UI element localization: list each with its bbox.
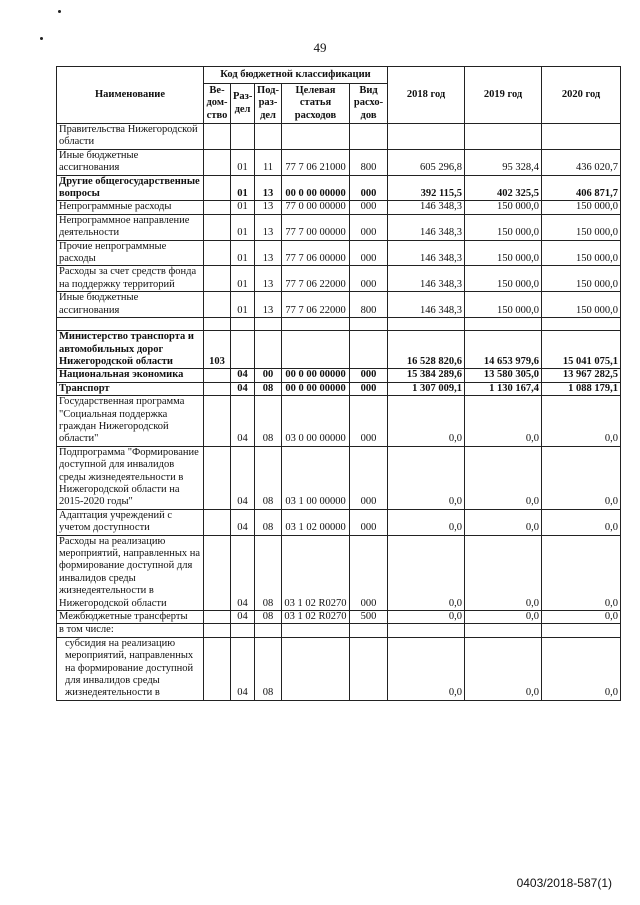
cell-podrazdel: 13 [255, 266, 282, 292]
cell-podrazdel: 08 [255, 535, 282, 610]
cell-2020: 406 871,7 [542, 175, 621, 201]
cell-2018: 146 348,3 [388, 266, 465, 292]
cell-vid: 000 [350, 266, 388, 292]
cell-vid: 000 [350, 509, 388, 535]
cell-vid: 000 [350, 240, 388, 266]
cell-2018: 0,0 [388, 637, 465, 700]
cell-2018: 15 384 289,6 [388, 369, 465, 382]
cell-ved [204, 624, 231, 637]
cell-2020: 0,0 [542, 509, 621, 535]
cell-celevaya: 03 1 00 00000 [282, 446, 350, 509]
cell-2018: 0,0 [388, 509, 465, 535]
cell-razdel: 01 [231, 214, 255, 240]
cell-2018: 146 348,3 [388, 201, 465, 214]
cell-2020: 0,0 [542, 611, 621, 624]
table-row [57, 535, 621, 610]
cell-2020: 1 088 179,1 [542, 382, 621, 395]
page-number: 49 [313, 40, 327, 55]
cell-celevaya: 77 7 06 21000 [282, 149, 350, 175]
cell-vid: 800 [350, 292, 388, 318]
cell-razdel: 04 [231, 396, 255, 447]
cell-razdel: 04 [231, 446, 255, 509]
cell-vid: 000 [350, 201, 388, 214]
cell-2019: 150 000,0 [465, 292, 542, 318]
cell-2019: 150 000,0 [465, 201, 542, 214]
cell-2020: 436 020,7 [542, 149, 621, 175]
cell-podrazdel: 13 [255, 201, 282, 214]
cell-vid: 500 [350, 611, 388, 624]
cell-name: субсидия на реализацию мероприятий, направленных на формирование доступной для инвалидов среды жизнедеятельности в [57, 637, 204, 700]
cell-podrazdel [255, 624, 282, 637]
cell-2020 [542, 624, 621, 637]
table-row [57, 201, 621, 214]
cell-ved [204, 611, 231, 624]
cell-podrazdel: 13 [255, 240, 282, 266]
cell-razdel: 04 [231, 382, 255, 395]
cell-2019: 1 130 167,4 [465, 382, 542, 395]
cell-2020: 150 000,0 [542, 266, 621, 292]
spacer-cell [282, 318, 350, 331]
cell-2018: 0,0 [388, 535, 465, 610]
cell-name: Другие общегосударственные вопросы [57, 175, 204, 201]
cell-vid: 000 [350, 396, 388, 447]
cell-ved [204, 214, 231, 240]
scan-speck [58, 10, 61, 13]
cell-2019: 14 653 979,6 [465, 331, 542, 369]
cell-2019: 150 000,0 [465, 240, 542, 266]
cell-celevaya: 77 0 00 00000 [282, 201, 350, 214]
cell-podrazdel: 08 [255, 611, 282, 624]
cell-celevaya: 00 0 00 00000 [282, 382, 350, 395]
cell-razdel [231, 624, 255, 637]
cell-name: Адаптация учреждений с учетом доступности [57, 509, 204, 535]
table-row [57, 240, 621, 266]
cell-celevaya [282, 331, 350, 369]
table-row [57, 446, 621, 509]
table-row [57, 611, 621, 624]
header-celevaya: Целевая статья расходов [282, 84, 350, 124]
cell-vid: 000 [350, 369, 388, 382]
cell-razdel: 04 [231, 509, 255, 535]
table-row [57, 624, 621, 637]
cell-vid: 000 [350, 214, 388, 240]
cell-2018: 0,0 [388, 396, 465, 447]
cell-name: Расходы за счет средств фонда на поддержку территорий [57, 266, 204, 292]
cell-vid: 000 [350, 382, 388, 395]
cell-2019: 0,0 [465, 611, 542, 624]
document-code: 0403/2018-587(1) [516, 876, 612, 890]
cell-2018: 146 348,3 [388, 240, 465, 266]
cell-2018: 0,0 [388, 611, 465, 624]
cell-2019: 95 328,4 [465, 149, 542, 175]
cell-2018: 146 348,3 [388, 292, 465, 318]
cell-ved [204, 637, 231, 700]
cell-name: Государственная программа "Социальная поддержка граждан Нижегородской области" [57, 396, 204, 447]
header-2020: 2020 год [542, 67, 621, 124]
cell-ved [204, 535, 231, 610]
cell-ved [204, 382, 231, 395]
cell-podrazdel [255, 124, 282, 150]
cell-vid: 000 [350, 175, 388, 201]
cell-2019: 13 580 305,0 [465, 369, 542, 382]
header-2019: 2019 год [465, 67, 542, 124]
cell-celevaya: 77 7 06 22000 [282, 292, 350, 318]
cell-2019: 150 000,0 [465, 214, 542, 240]
cell-2019: 0,0 [465, 637, 542, 700]
header-2018: 2018 год [388, 67, 465, 124]
cell-2020: 0,0 [542, 535, 621, 610]
cell-name: Межбюджетные трансферты [57, 611, 204, 624]
cell-2018: 392 115,5 [388, 175, 465, 201]
header-ved: Ве- дом- ство [204, 84, 231, 124]
cell-vid: 000 [350, 446, 388, 509]
cell-ved [204, 175, 231, 201]
table-row [57, 124, 621, 150]
header-budget-classification: Код бюджетной классификации [204, 67, 388, 84]
table-row [57, 509, 621, 535]
cell-podrazdel: 08 [255, 396, 282, 447]
cell-name: Прочие непрограммные расходы [57, 240, 204, 266]
cell-name: Непрограммные расходы [57, 201, 204, 214]
table-row [57, 214, 621, 240]
cell-2019: 402 325,5 [465, 175, 542, 201]
cell-name: Министерство транспорта и автомобильных дорог Нижегородской области [57, 331, 204, 369]
cell-2019 [465, 624, 542, 637]
table-row [57, 637, 621, 700]
spacer-cell [388, 318, 465, 331]
cell-razdel: 04 [231, 535, 255, 610]
cell-vid: 800 [350, 149, 388, 175]
spacer-cell [231, 318, 255, 331]
table-body [57, 124, 621, 701]
spacer-cell [204, 318, 231, 331]
cell-2018: 16 528 820,6 [388, 331, 465, 369]
cell-razdel: 04 [231, 369, 255, 382]
cell-name: Непрограммное направление деятельности [57, 214, 204, 240]
header-razdel: Раз- дел [231, 84, 255, 124]
cell-celevaya: 00 0 00 00000 [282, 175, 350, 201]
cell-podrazdel: 13 [255, 214, 282, 240]
cell-ved [204, 124, 231, 150]
cell-ved [204, 201, 231, 214]
cell-razdel [231, 331, 255, 369]
cell-name: в том числе: [57, 624, 204, 637]
cell-podrazdel: 13 [255, 175, 282, 201]
cell-name: Подпрограмма "Формирование доступной для инвалидов среды жизнедеятельности в Нижегородской области на 2015-2020 годы" [57, 446, 204, 509]
table-row [57, 382, 621, 395]
cell-2020: 15 041 075,1 [542, 331, 621, 369]
cell-2020 [542, 124, 621, 150]
spacer-cell [465, 318, 542, 331]
table-row [57, 292, 621, 318]
spacer-cell [255, 318, 282, 331]
cell-celevaya [282, 637, 350, 700]
cell-ved [204, 240, 231, 266]
cell-celevaya [282, 124, 350, 150]
cell-name: Национальная экономика [57, 369, 204, 382]
cell-celevaya [282, 624, 350, 637]
spacer-cell [350, 318, 388, 331]
cell-2019: 0,0 [465, 396, 542, 447]
cell-2019: 150 000,0 [465, 266, 542, 292]
spacer-cell [542, 318, 621, 331]
cell-vid [350, 624, 388, 637]
cell-2020: 150 000,0 [542, 214, 621, 240]
cell-ved [204, 369, 231, 382]
cell-razdel: 01 [231, 240, 255, 266]
cell-celevaya: 03 1 02 R0270 [282, 611, 350, 624]
cell-2018: 605 296,8 [388, 149, 465, 175]
cell-ved [204, 149, 231, 175]
cell-podrazdel: 08 [255, 446, 282, 509]
table-row [57, 175, 621, 201]
cell-2018 [388, 624, 465, 637]
table-row [57, 266, 621, 292]
cell-razdel: 04 [231, 637, 255, 700]
cell-ved [204, 509, 231, 535]
cell-razdel: 01 [231, 292, 255, 318]
cell-2018 [388, 124, 465, 150]
cell-ved [204, 446, 231, 509]
header-name: Наименование [57, 67, 204, 124]
budget-table [56, 66, 621, 701]
cell-2020: 150 000,0 [542, 201, 621, 214]
cell-celevaya: 03 1 02 00000 [282, 509, 350, 535]
cell-vid [350, 124, 388, 150]
cell-razdel: 01 [231, 266, 255, 292]
cell-name: Правительства Нижегородской области [57, 124, 204, 150]
cell-2020: 13 967 282,5 [542, 369, 621, 382]
cell-podrazdel: 00 [255, 369, 282, 382]
cell-ved [204, 292, 231, 318]
cell-ved: 103 [204, 331, 231, 369]
table-row [57, 331, 621, 369]
table-row [57, 396, 621, 447]
cell-2019: 0,0 [465, 535, 542, 610]
cell-vid [350, 637, 388, 700]
cell-2020: 0,0 [542, 396, 621, 447]
cell-podrazdel: 08 [255, 509, 282, 535]
cell-celevaya: 77 7 06 00000 [282, 240, 350, 266]
cell-razdel: 01 [231, 149, 255, 175]
cell-name: Транспорт [57, 382, 204, 395]
header-vid: Вид расхо- дов [350, 84, 388, 124]
cell-name: Иные бюджетные ассигнования [57, 149, 204, 175]
cell-name: Иные бюджетные ассигнования [57, 292, 204, 318]
cell-celevaya: 77 7 00 00000 [282, 214, 350, 240]
cell-razdel: 01 [231, 201, 255, 214]
cell-celevaya: 77 7 06 22000 [282, 266, 350, 292]
cell-razdel [231, 124, 255, 150]
cell-podrazdel [255, 331, 282, 369]
cell-2019 [465, 124, 542, 150]
cell-2018: 146 348,3 [388, 214, 465, 240]
table-row [57, 369, 621, 382]
cell-vid [350, 331, 388, 369]
cell-podrazdel: 13 [255, 292, 282, 318]
cell-razdel: 01 [231, 175, 255, 201]
cell-2020: 0,0 [542, 446, 621, 509]
cell-razdel: 04 [231, 611, 255, 624]
cell-celevaya: 03 0 00 00000 [282, 396, 350, 447]
cell-2020: 0,0 [542, 637, 621, 700]
table-row [57, 318, 621, 331]
cell-2020: 150 000,0 [542, 292, 621, 318]
spacer-cell [57, 318, 204, 331]
cell-podrazdel: 08 [255, 382, 282, 395]
table-row [57, 149, 621, 175]
cell-podrazdel: 08 [255, 637, 282, 700]
header-podrazdel: Под- раз- дел [255, 84, 282, 124]
cell-2020: 150 000,0 [542, 240, 621, 266]
cell-name: Расходы на реализацию мероприятий, направленных на формирование доступной для инвалидов среды жизнедеятельности в Нижегородской области [57, 535, 204, 610]
cell-2019: 0,0 [465, 446, 542, 509]
cell-ved [204, 396, 231, 447]
cell-celevaya: 00 0 00 00000 [282, 369, 350, 382]
cell-vid: 000 [350, 535, 388, 610]
cell-2018: 1 307 009,1 [388, 382, 465, 395]
cell-2018: 0,0 [388, 446, 465, 509]
cell-podrazdel: 11 [255, 149, 282, 175]
cell-ved [204, 266, 231, 292]
cell-2019: 0,0 [465, 509, 542, 535]
cell-celevaya: 03 1 02 R0270 [282, 535, 350, 610]
